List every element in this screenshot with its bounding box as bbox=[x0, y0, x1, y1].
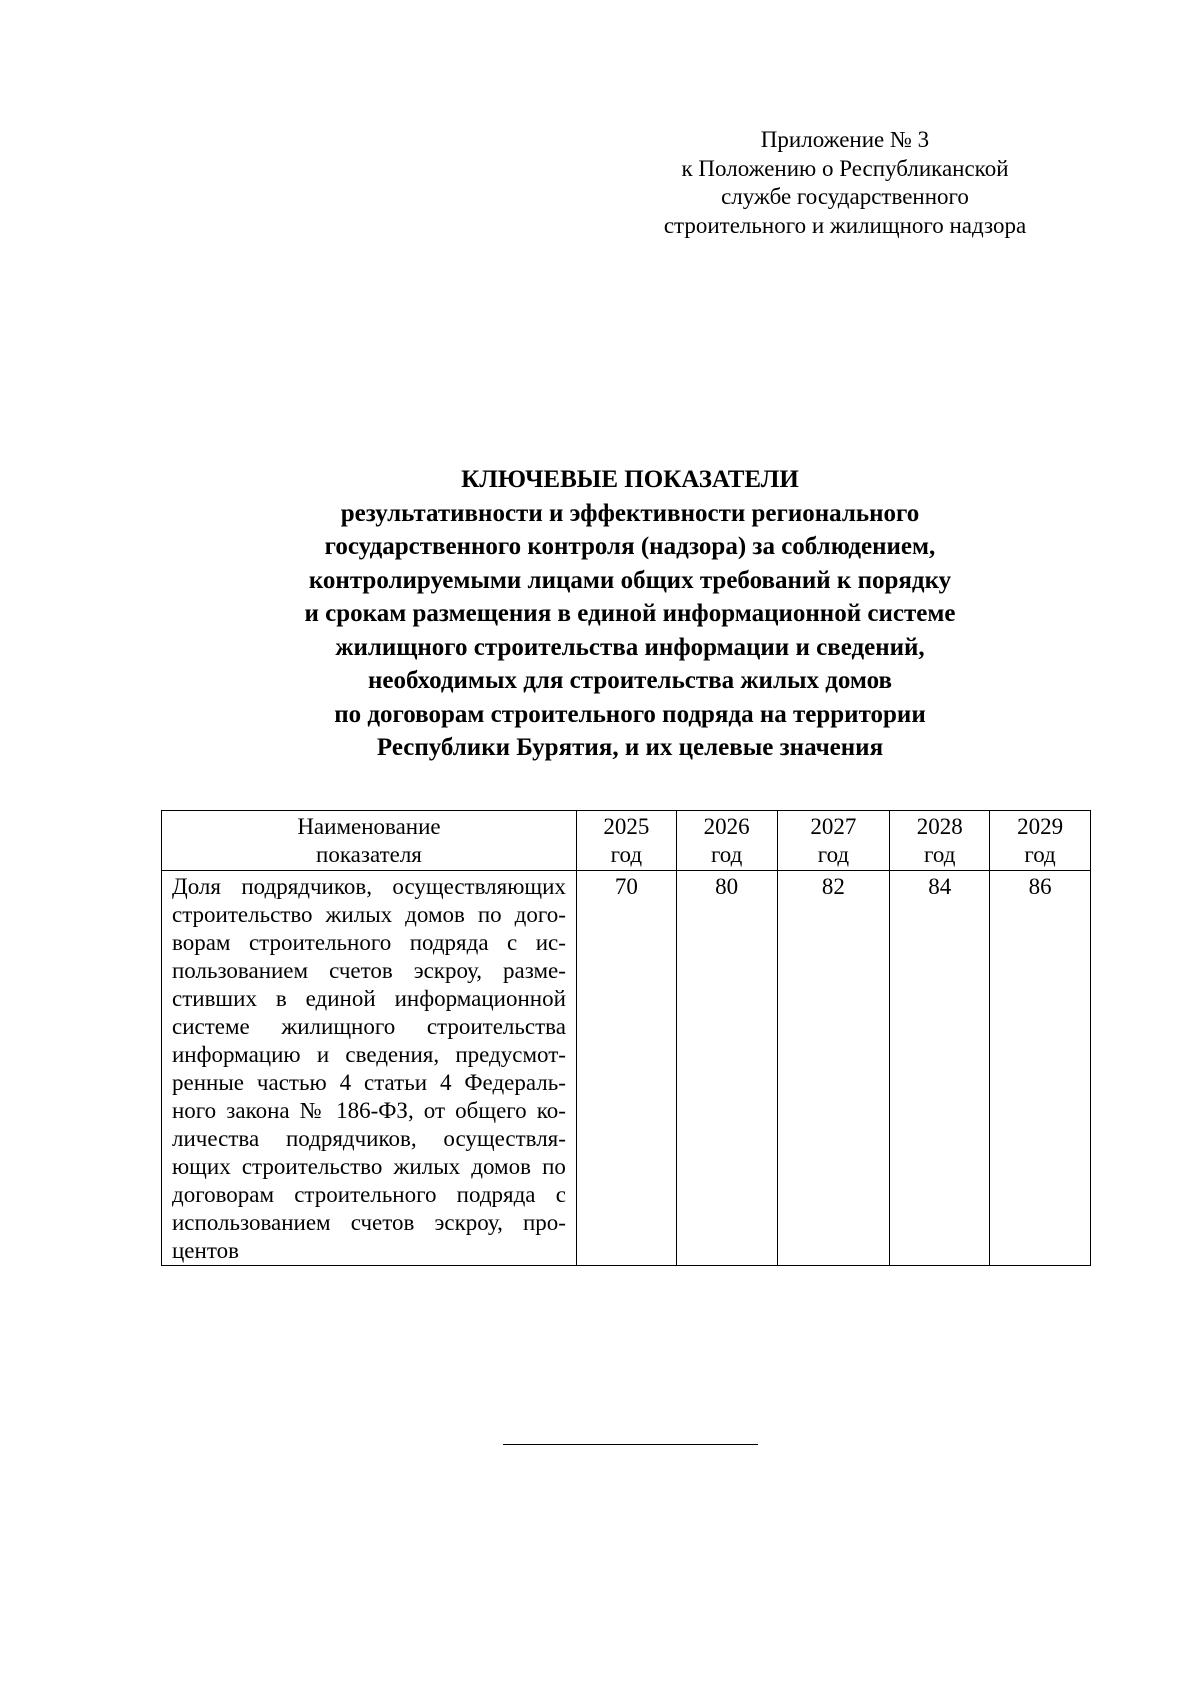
value-2025: 70 bbox=[576, 871, 676, 1266]
title-line: результативности и эффективности регионального bbox=[340, 499, 920, 527]
title-line: и срокам размещения в единой информационной системе bbox=[304, 600, 956, 627]
header-year-unit: год bbox=[710, 842, 743, 867]
appendix-line: Приложение № 3 bbox=[760, 127, 930, 152]
kpi-table bbox=[161, 810, 1091, 1266]
indicator-text-line: ного закона № 186-ФЗ, от общего ко- bbox=[172, 1098, 566, 1123]
header-year-unit: год bbox=[610, 842, 643, 867]
title-line: по договорам строительного подряда на территории bbox=[334, 700, 926, 728]
header-year-2028 bbox=[890, 811, 990, 871]
indicator-name-cell bbox=[162, 871, 577, 1266]
header-year-unit: год bbox=[817, 842, 850, 867]
indicator-text-line: системе жилищного строительства bbox=[172, 1014, 566, 1039]
indicator-text-line: ворам строительного подряда с ис- bbox=[172, 930, 566, 955]
indicator-text-line: использованием счетов эскроу, про- bbox=[172, 1210, 566, 1235]
header-year-unit: год bbox=[924, 842, 956, 867]
indicator-text-line: личества подрядчиков, осуществля- bbox=[172, 1126, 566, 1151]
header-year: 2028 bbox=[916, 814, 963, 839]
table-row bbox=[162, 871, 1091, 1266]
header-text: Наименование bbox=[297, 814, 441, 839]
table-header-row bbox=[162, 811, 1091, 871]
appendix-line: службе государственного bbox=[721, 184, 969, 209]
header-year: 2025 bbox=[603, 814, 650, 839]
appendix-reference bbox=[600, 126, 1090, 240]
appendix-line: к Положению о Республиканской bbox=[681, 155, 1009, 181]
indicator-text-line: строительство жилых домов по дого- bbox=[172, 902, 566, 927]
indicator-text-line: ренные частью 4 статьи 4 Федераль- bbox=[172, 1070, 566, 1095]
title-line: государственного контроля (надзора) за соблюдением, bbox=[324, 533, 936, 560]
header-year-2027 bbox=[777, 811, 890, 871]
indicator-text-line: центов bbox=[172, 1238, 239, 1263]
indicator-text-line: Доля подрядчиков, осуществляющих bbox=[172, 874, 566, 899]
indicator-text-line: договорам строительного подряда с bbox=[172, 1182, 566, 1207]
value-2028: 84 bbox=[890, 871, 990, 1266]
indicator-text-line: ющих строительство жилых домов по bbox=[172, 1154, 566, 1179]
header-indicator-name bbox=[162, 811, 577, 871]
header-year-2026 bbox=[676, 811, 777, 871]
header-year-2029 bbox=[990, 811, 1091, 871]
title-heading: КЛЮЧЕВЫЕ ПОКАЗАТЕЛИ bbox=[461, 466, 799, 493]
header-year-unit: год bbox=[1024, 842, 1056, 867]
title-line: жилищного строительства информации и сведений, bbox=[335, 633, 925, 661]
end-separator-line bbox=[503, 1444, 758, 1445]
header-year-2025 bbox=[576, 811, 676, 871]
indicator-text-line: пользованием счетов эскроу, разме- bbox=[172, 958, 566, 983]
value-2027: 82 bbox=[777, 871, 890, 1266]
header-year: 2027 bbox=[810, 814, 857, 839]
title-line: контролируемыми лицами общих требований к порядку bbox=[308, 566, 952, 594]
indicator-text-line: информацию и сведения, предусмот- bbox=[172, 1042, 566, 1067]
value-2026: 80 bbox=[676, 871, 777, 1266]
document-title bbox=[130, 463, 1130, 765]
value-2029: 86 bbox=[990, 871, 1091, 1266]
header-year: 2026 bbox=[703, 814, 750, 839]
indicator-text-line: стивших в единой информационной bbox=[172, 986, 566, 1011]
title-line: Республики Бурятия, и их целевые значения bbox=[376, 734, 884, 761]
header-year: 2029 bbox=[1017, 814, 1064, 839]
title-line: необходимых для строительства жилых домов bbox=[368, 667, 892, 694]
appendix-line: строительного и жилищного надзора bbox=[663, 212, 1027, 238]
header-text: показателя bbox=[316, 842, 422, 867]
